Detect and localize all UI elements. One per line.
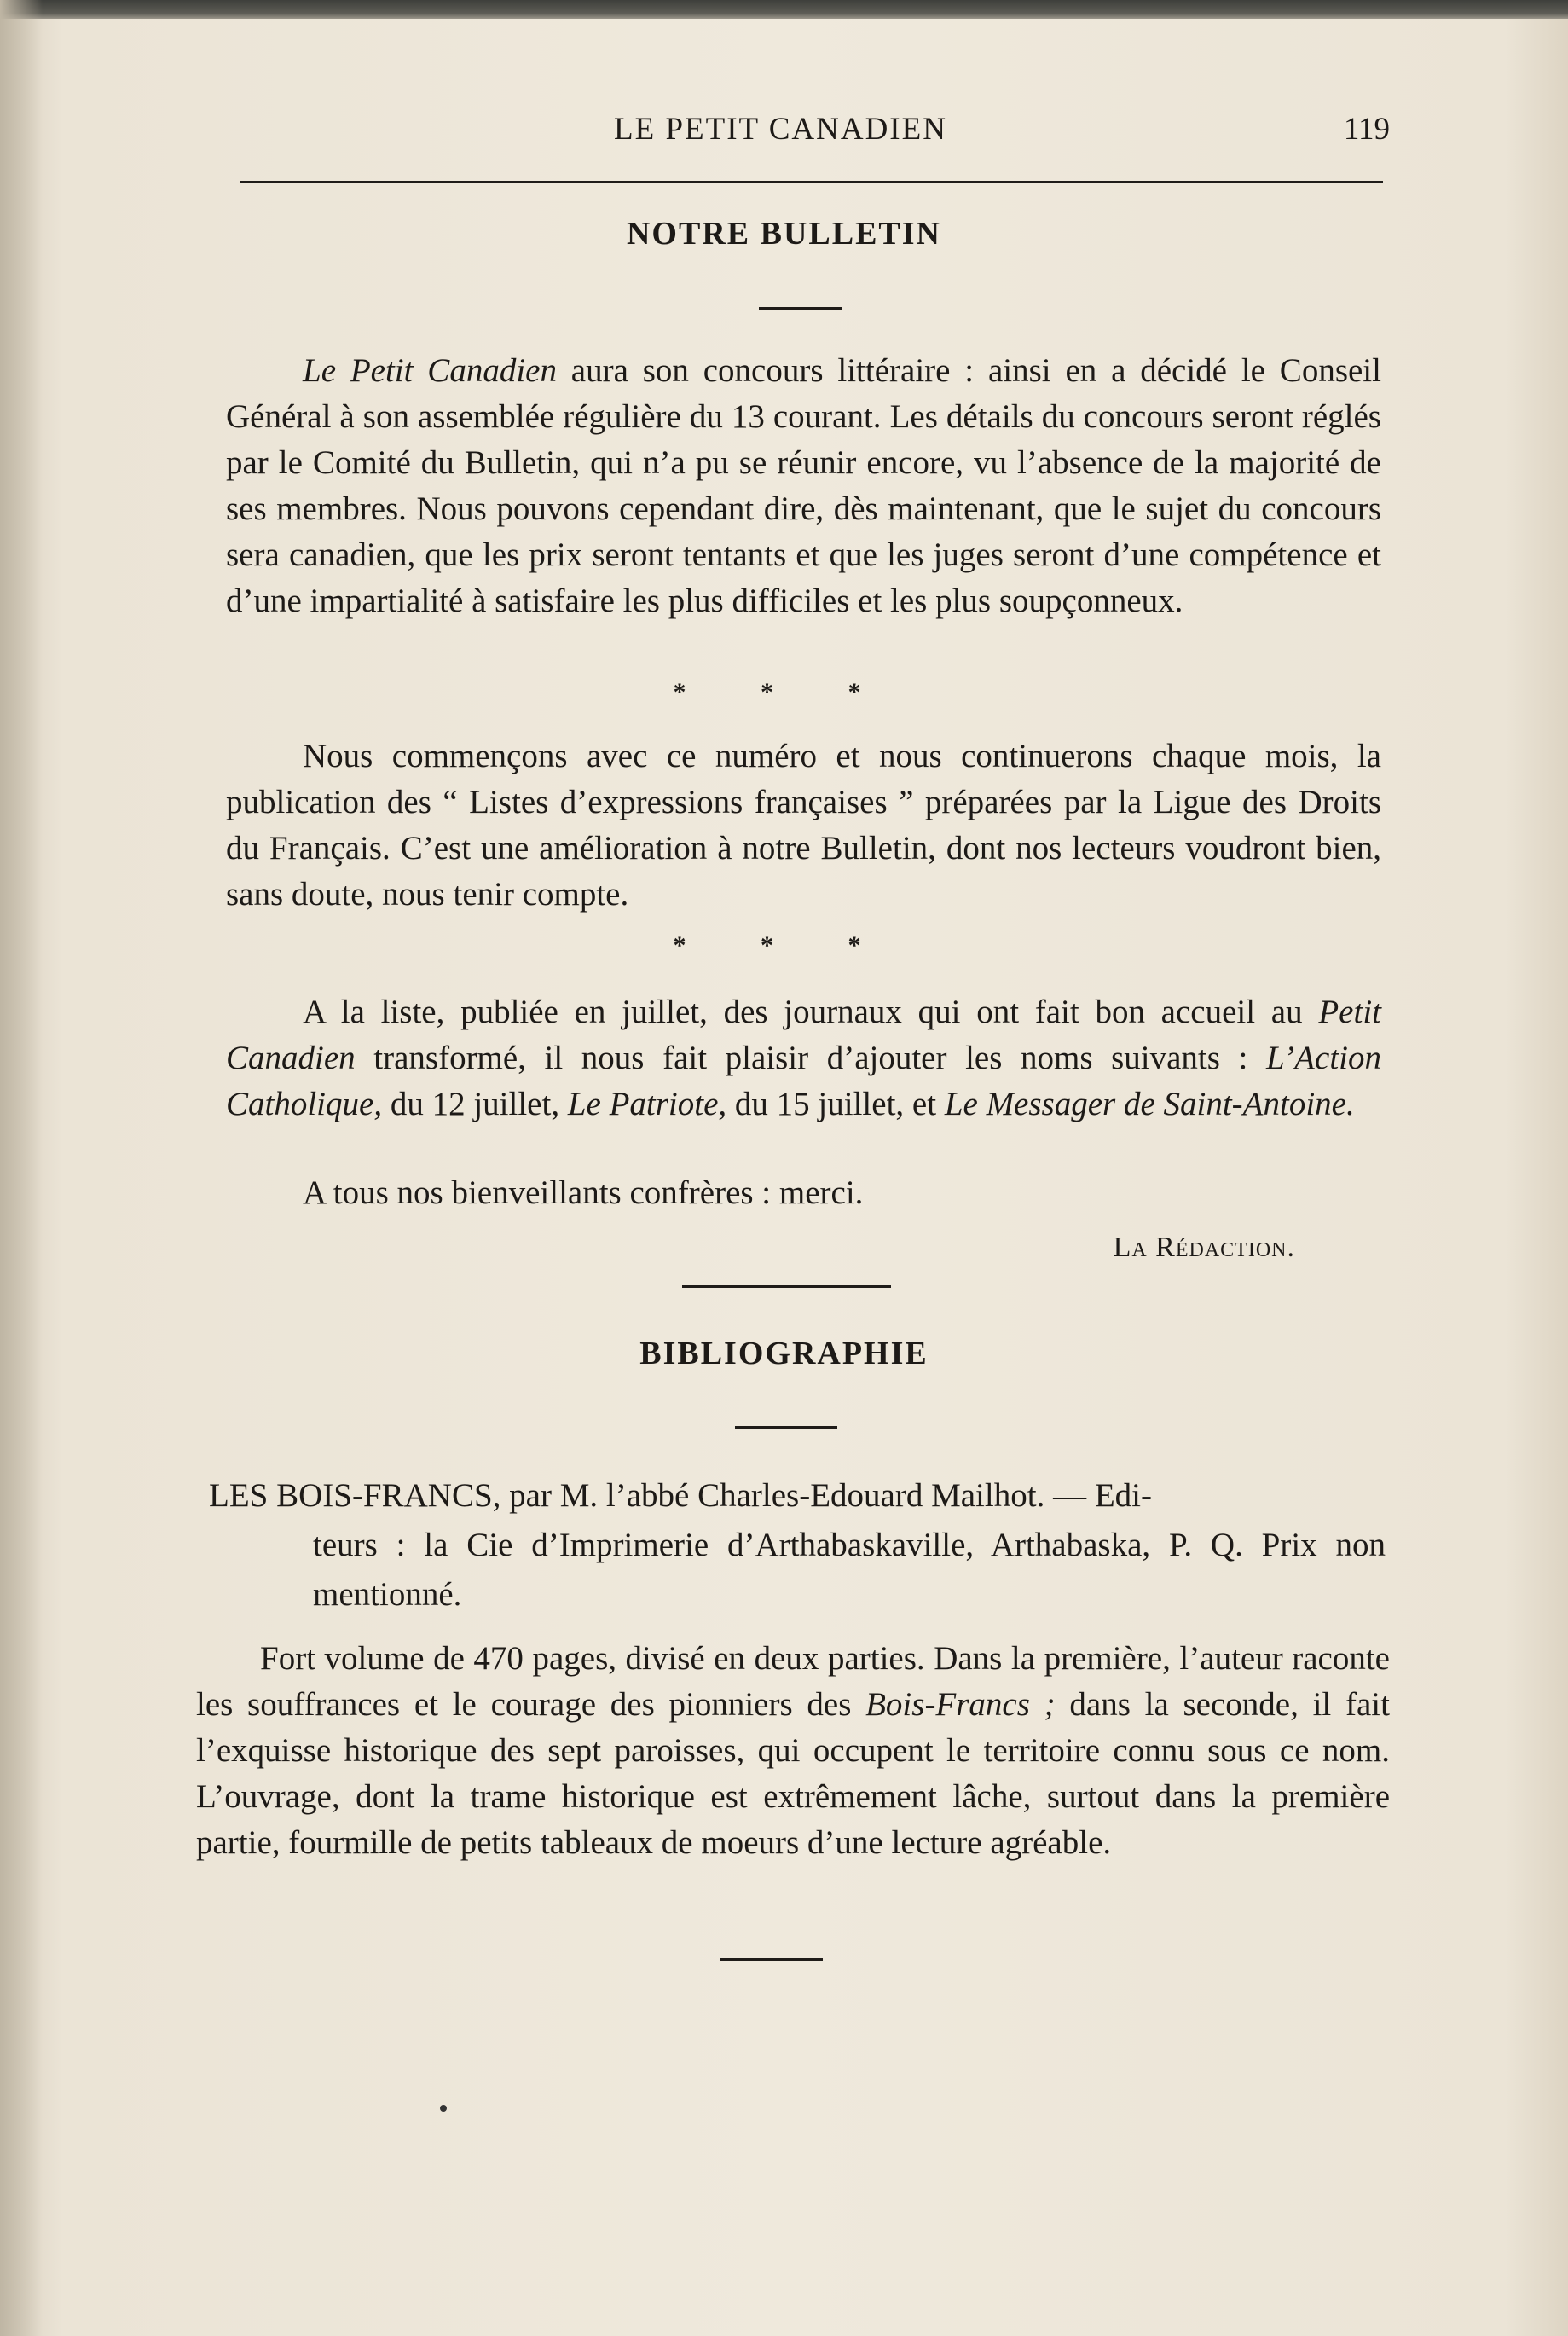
paragraph-text: dans la seconde, il fait l’exquisse historique des sept paroisses, qui occupent le territoire connu sous ce nom. L’ouvrage, dont la trame historique est extrêmement lâche, surtout dans la première partie, fourmille de petits tableaux de moeurs d’une lecture agréable. [196,1686,1390,1861]
page-top-edge [0,0,1568,19]
paragraph-text: A tous nos bienveillants confrères : merci. [303,1174,864,1211]
italic-title: Petit Canadien [226,994,1381,1076]
entry-first-line: LES BOIS-FRANCS, par M. l’abbé Charles-Edouard Mailhot. — Edi- [209,1477,1152,1514]
header-rule [240,181,1383,183]
running-title: LE PETIT CANADIEN [614,112,947,147]
section-title-bulletin: NOTRE BULLETIN [626,216,942,252]
paragraph-text: aura son concours littéraire : ainsi en a décidé le Conseil Général à son assemblée régulière du 13 courant. Les détails du concours seront réglés par le Comité du Bulletin, qui n’a pu se réunir encore, vu l’absence de la majorité de ses membres. Nous pouvons cependant dire, dès maintenant, que le sujet du concours sera canadien, que les prix seront tentants et que les juges seront d’une compétence et d’une impartialité à satisfaire les plus difficiles et les plus soupçonneux. [226,352,1381,619]
end-rule [720,1958,823,1961]
binding-shadow [0,0,43,2336]
bulletin-paragraph-1 [226,348,1381,624]
title-rule [735,1426,837,1429]
bulletin-paragraph-4 [226,1170,1381,1216]
review-paragraph [196,1636,1390,1866]
signature: La Rédaction. [1113,1232,1295,1263]
italic-title: L’Action Catholique, [226,1040,1381,1122]
paragraph-text: A la liste, publiée en juillet, des journaux qui ont fait bon accueil au [303,994,1319,1030]
bulletin-paragraph-2 [226,733,1381,918]
paragraph-text: transformé, il nous fait plaisir d’ajouter les noms suivants : [355,1040,1266,1076]
paragraph-text: Fort volume de 470 pages, divisé en deux parties. Dans la première, l’auteur raconte les souffrances et le courage des pionniers des [196,1640,1390,1723]
paragraph-text: du 15 juillet, et [726,1086,945,1122]
entry-continuation: teurs : la Cie d’Imprimerie d’Arthabaskaville, Arthabaska, P. Q. Prix non mentionné. [313,1527,1386,1613]
section-title-bibliographie: BIBLIOGRAPHIE [639,1336,929,1371]
italic-title: Bois-Francs ; [865,1686,1056,1723]
page-header [230,111,1390,159]
separator-stars: * * * [673,678,895,706]
separator-stars: * * * [673,931,895,959]
italic-title: Le Messager de Saint-Antoine. [944,1086,1355,1122]
bulletin-paragraph-3 [226,989,1381,1127]
title-rule [759,307,842,310]
italic-title: Le Petit Canadien [303,352,557,389]
page-number: 119 [1343,112,1390,147]
paragraph-text: du 12 juillet, [382,1086,568,1122]
paper-speck [440,2105,447,2112]
section-divider [682,1285,891,1288]
paragraph-text: Nous commençons avec ce numéro et nous continuerons chaque mois, la publication des “ Listes d’expressions françaises ” préparées par la Ligue des Droits du Français. C’est une amélioration à notre Bulletin, dont nos lecteurs voudront bien, sans doute, nous tenir compte. [226,738,1381,913]
bibliography-entry [209,1471,1386,1620]
italic-title: Le Patriote, [567,1086,727,1122]
